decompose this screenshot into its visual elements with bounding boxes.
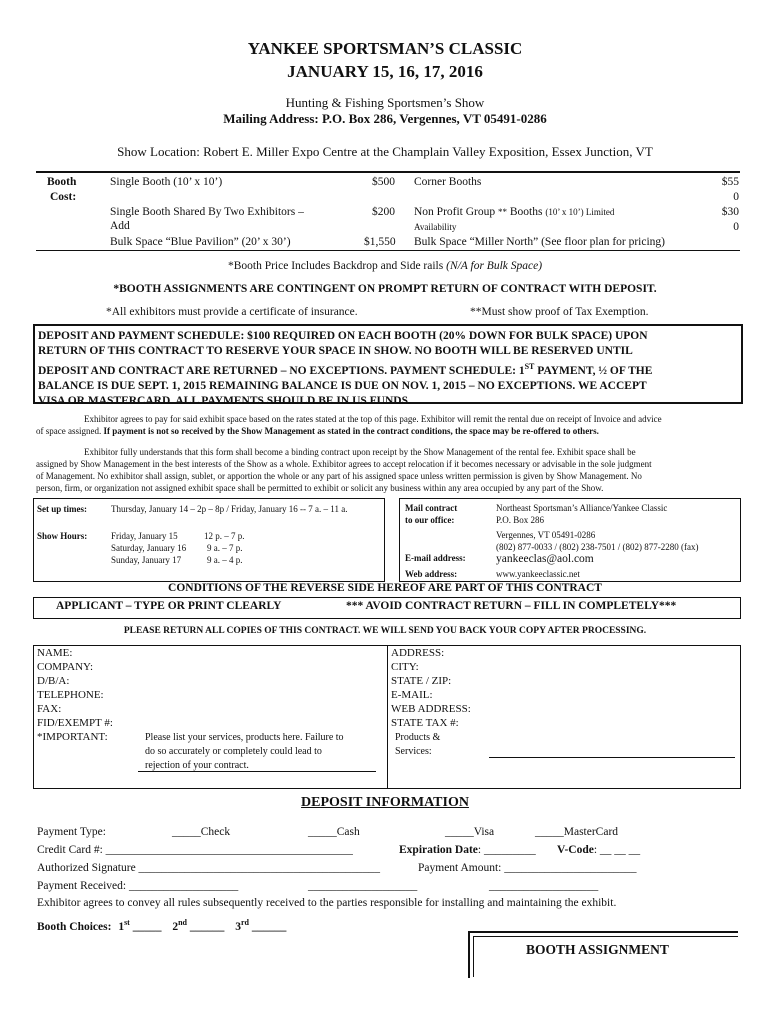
avoid-return-note: *** AVOID CONTRACT RETURN – FILL IN COMPLETELY*** — [346, 600, 677, 612]
important-note-2: do so accurately or completely could lead to — [145, 746, 322, 757]
dba-field[interactable]: D/B/A: — [37, 675, 70, 687]
nonprofit-availability: Availability — [414, 222, 457, 232]
hours-day-3: Sunday, January 17 — [111, 555, 182, 565]
contingent-note: *BOOTH ASSIGNMENTS ARE CONTINGENT ON PROMPT RETURN OF CONTRACT WITH DEPOSIT. — [113, 283, 657, 295]
mailing-address: Mailing Address: P.O. Box 286, Vergennes, VT 05491-0286 — [223, 111, 547, 126]
show-dates: JANUARY 15, 16, 17, 2016 — [287, 62, 483, 81]
choice-2-label: 2 — [172, 920, 179, 933]
name-field[interactable]: NAME: — [37, 647, 73, 659]
payment-mastercard[interactable]: _____MasterCard — [535, 826, 619, 838]
credit-card-field[interactable]: Credit Card #: ___________________________________________ — [37, 844, 353, 856]
conditions-reverse: CONDITIONS OF THE REVERSE SIDE HEREOF ARE PART OF THIS CONTRACT — [168, 582, 602, 594]
choice-1-sup: st — [124, 918, 130, 927]
products-services-field[interactable] — [395, 731, 440, 759]
price-includes-na: (N/A for Bulk Space) — [446, 260, 543, 272]
expiration-field[interactable] — [399, 844, 536, 856]
choice-1-blank: _____ — [129, 920, 162, 933]
deposit-line-2: RETURN OF THIS CONTRACT TO RESERVE YOUR SPACE IN SHOW. NO BOOTH WILL BE RESERVED UNTIL — [38, 345, 633, 357]
mail-line-1: Northeast Sportsman’s Alliance/Yankee Classic — [496, 503, 668, 513]
choice-3-blank: ______ — [249, 920, 287, 933]
fax-field[interactable]: FAX: — [37, 703, 62, 715]
choice-1-label: 1 — [118, 920, 125, 933]
corner-booth-price: $55 — [721, 176, 739, 188]
shared-booth-add: Add — [110, 220, 130, 232]
deposit-schedule-text — [38, 329, 738, 409]
price-includes-text: *Booth Price Includes Backdrop and Side rails — [227, 260, 444, 272]
products-underline — [489, 757, 735, 758]
bulk-blue-pavilion: Bulk Space “Blue Pavilion” (20’ x 30’) — [110, 236, 291, 248]
hours-day-2: Saturday, January 16 — [111, 543, 187, 553]
products-label-1: Products & — [395, 732, 441, 743]
show-subtitle: Hunting & Fishing Sportsmen’s Show — [285, 95, 485, 110]
choice-2-blank: ______ — [187, 920, 225, 933]
deposit-line-3a: DEPOSIT AND CONTRACT ARE RETURNED – NO EXCEPTIONS. PAYMENT SCHEDULE: 1 — [38, 364, 525, 377]
web-link[interactable]: www.yankeeclassic.net — [496, 569, 580, 579]
terms-p1-bold: If payment is not so received by the Show Management as stated in the contract conditions, the space may be re-offered to others. — [103, 426, 599, 436]
deposit-line-1: DEPOSIT AND PAYMENT SCHEDULE: $100 REQUIRED ON EACH BOOTH (20% DOWN FOR BULK SPACE) UPON — [38, 330, 648, 342]
choice-3-label: 3 — [235, 920, 241, 933]
booth-choices-label: Booth Choices: — [37, 920, 112, 933]
expiration-label: Expiration Date — [399, 844, 478, 856]
show-location: Show Location: Robert E. Miller Expo Centre at the Champlain Valley Exposition, Essex Junction, VT — [117, 144, 653, 159]
nonprofit-booths — [414, 206, 614, 218]
booth-cost-bottom-rule — [36, 250, 740, 251]
cost-label: Cost: — [50, 191, 77, 203]
email-field[interactable]: E-MAIL: — [391, 689, 433, 701]
email-label: E-mail address: — [405, 553, 466, 563]
fid-exempt-field[interactable]: FID/EXEMPT #: — [37, 717, 113, 729]
expiration-blank: : _________ — [477, 844, 536, 856]
vcode-blank: : __ __ __ — [593, 844, 641, 856]
company-field[interactable]: COMPANY: — [37, 661, 94, 673]
shared-booth-price: $200 — [372, 206, 395, 218]
payment-received-blank-2[interactable]: ___________________ — [308, 880, 418, 892]
email-link[interactable]: yankeeclas@aol.com — [496, 553, 594, 565]
price-includes-note — [0, 260, 770, 272]
address-field[interactable]: ADDRESS: — [391, 647, 445, 659]
web-address-field[interactable]: WEB ADDRESS: — [391, 703, 471, 715]
setup-label: Set up times: — [37, 504, 87, 514]
state-tax-field[interactable]: STATE TAX #: — [391, 717, 459, 729]
deposit-line-4: BALANCE IS DUE SEPT. 1, 2015 REMAINING BALANCE IS DUE ON NOV. 1, 2015 – NO EXCEPTIONS. WE ACCEPT — [38, 379, 647, 392]
terms-p1-line1: Exhibitor agrees to pay for said exhibit space based on the rates stated at the top of this page. Exhibitor will remit the rental due on receipt of Invoice and advice — [84, 414, 662, 424]
single-booth: Single Booth (10’ x 10’) — [110, 176, 223, 188]
payment-received-blank-3[interactable]: ___________________ — [489, 880, 599, 892]
payment-received-field[interactable]: Payment Received: ___________________ — [37, 880, 239, 892]
deposit-line-3-sup: ST — [524, 362, 535, 371]
mail-line-2: P.O. Box 286 — [496, 515, 545, 525]
nonprofit-group: Non Profit Group — [414, 206, 496, 218]
vcode-label: V-Code — [557, 844, 594, 856]
state-zip-field[interactable]: STATE / ZIP: — [391, 675, 452, 687]
terms-p1-start: of space assigned. — [36, 426, 102, 436]
vcode-field[interactable] — [557, 844, 640, 856]
setup-value: Thursday, January 14 – 2p – 8p / Friday, January 16 -- 7 a. – 11 a. — [111, 504, 348, 514]
hours-time-1: 12 p. – 7 p. — [204, 531, 245, 541]
convey-rules-note: Exhibitor agrees to convey all rules subsequently received to the parties responsible for installing and maintaining the exhibit. — [37, 897, 617, 909]
booth-choices[interactable] — [37, 918, 286, 933]
payment-visa[interactable]: _____Visa — [445, 826, 495, 838]
applicant-note: APPLICANT – TYPE OR PRINT CLEARLY — [56, 600, 282, 612]
applicant-form-divider — [387, 645, 388, 789]
terms-p2-line4: person, firm, or organization not assigned exhibit space shall be permitted to exhibit or solicit any business within any area occupied by any part of the Show. — [36, 483, 604, 493]
bulk-miller-north: Bulk Space “Miller North” (See floor plan for pricing) — [414, 236, 666, 248]
deposit-line-3b: PAYMENT, ½ OF THE — [534, 364, 653, 377]
mail-label-1: Mail contract — [405, 503, 458, 513]
nonprofit-price: $30 — [721, 206, 739, 218]
terms-p1-line2 — [36, 425, 746, 437]
single-booth-price: $500 — [372, 176, 395, 188]
web-label: Web address: — [405, 569, 458, 579]
insurance-note: *All exhibitors must provide a certificate of insurance. — [106, 306, 358, 318]
hours-time-2: 9 a. – 7 p. — [207, 543, 243, 553]
important-label: *IMPORTANT: — [37, 731, 108, 743]
corner-booth-price-cont: 0 — [733, 191, 739, 203]
mail-line-3: Vergennes, VT 05491-0286 — [496, 530, 596, 540]
shared-booth: Single Booth Shared By Two Exhibitors – — [110, 206, 304, 218]
products-label-2: Services: — [395, 746, 432, 757]
nonprofit-size: (10’ x 10’) Limited — [545, 207, 615, 217]
terms-paragraph-2 — [36, 446, 746, 494]
deposit-line-3 — [38, 359, 738, 379]
hours-time-3: 9 a. – 4 p. — [207, 555, 243, 565]
payment-amount-field[interactable]: Payment Amount: _______________________ — [418, 862, 637, 874]
terms-paragraph-1 — [36, 413, 746, 437]
nonprofit-price-cont: 0 — [733, 221, 739, 233]
choice-2-sup: nd — [178, 918, 187, 927]
important-note-3: rejection of your contract. — [145, 760, 249, 771]
mail-label-2: to our office: — [405, 515, 455, 525]
authorized-signature-field[interactable]: Authorized Signature __________________________________________ — [37, 862, 381, 874]
deposit-info-title: DEPOSIT INFORMATION — [301, 795, 469, 810]
tax-exempt-mark: ** — [498, 207, 508, 217]
page-title: YANKEE SPORTSMAN’S CLASSIC — [247, 39, 523, 58]
terms-p2-line3: of Management. No exhibitor shall assign, sublet, or apportion the whole or any part of his assigned space unless written permission is given by Show Management. No — [36, 471, 642, 481]
return-copies-note: PLEASE RETURN ALL COPIES OF THIS CONTRACT. WE WILL SEND YOU BACK YOUR COPY AFTER PROCESSING. — [123, 626, 647, 636]
hours-day-1: Friday, January 15 — [111, 531, 178, 541]
telephone-field[interactable]: TELEPHONE: — [37, 689, 104, 701]
booth-assignment-label: BOOTH ASSIGNMENT — [526, 942, 669, 957]
important-underline — [138, 771, 376, 772]
hours-label: Show Hours: — [37, 531, 88, 541]
payment-cash[interactable]: _____Cash — [308, 826, 360, 838]
important-note — [145, 731, 344, 773]
booth-label: Booth — [47, 176, 77, 188]
payment-type-label: Payment Type: — [37, 826, 106, 838]
payment-check[interactable]: _____Check — [172, 826, 231, 838]
corner-booths: Corner Booths — [414, 176, 482, 188]
choice-3-sup: rd — [241, 918, 249, 927]
nonprofit-booths-word: Booths — [509, 206, 543, 218]
booth-cost-top-rule — [36, 171, 740, 173]
terms-p2-line1: Exhibitor fully understands that this form shall become a binding contract upon receipt by the Show Management of the rental fee. Exhibit space shall be — [84, 447, 636, 457]
bulk-blue-price: $1,550 — [364, 236, 396, 248]
deposit-line-5: VISA OR MASTERCARD. ALL PAYMENTS SHOULD BE IN US FUNDS. — [38, 394, 411, 407]
tax-note: **Must show proof of Tax Exemption. — [470, 306, 649, 318]
mail-line-4: (802) 877-0033 / (802) 238-7501 / (802) 877-2280 (fax) — [496, 542, 699, 552]
important-note-1: Please list your services, products here. Failure to — [145, 732, 344, 743]
terms-p2-line2: assigned by Show Management in the best interests of the Show as a whole. Exhibitor agrees to accept relocation if it becomes necessary or advisable in the sole judgment — [36, 459, 652, 469]
city-field[interactable]: CITY: — [391, 661, 419, 673]
